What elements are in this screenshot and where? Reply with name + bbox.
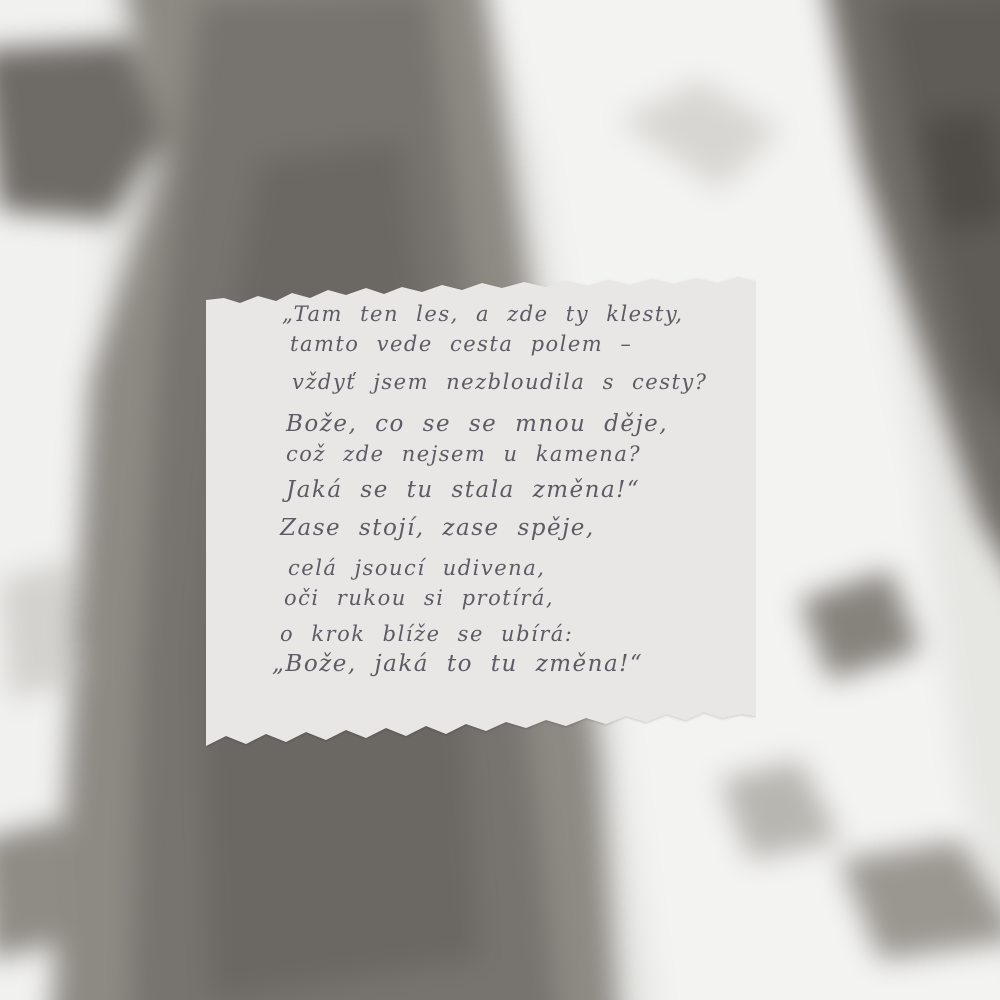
- poem-line-6: Jaká se tu stala změna!“: [286, 477, 641, 503]
- poem-line-3: vždyť jsem nezbloudila s cesty?: [292, 370, 708, 394]
- poem-line-8: celá jsoucí udivena,: [288, 556, 546, 580]
- poem-line-4: Bože, co se se mnou děje,: [286, 411, 669, 437]
- poem-line-10: o krok blíže se ubírá:: [280, 622, 574, 646]
- poem-line-5: což zde nejsem u kamena?: [286, 442, 642, 466]
- poem-line-1: „Tam ten les, a zde ty klesty,: [282, 302, 684, 326]
- handwritten-note: [206, 276, 756, 756]
- poem-line-11: „Bože, jaká to tu změna!“: [272, 651, 644, 677]
- poem-text: [272, 298, 742, 677]
- poem-line-7: Zase stojí, zase spěje,: [280, 515, 595, 541]
- poem-line-2: tamto vede cesta polem –: [290, 332, 633, 356]
- poem-line-9: oči rukou si protírá,: [284, 586, 555, 610]
